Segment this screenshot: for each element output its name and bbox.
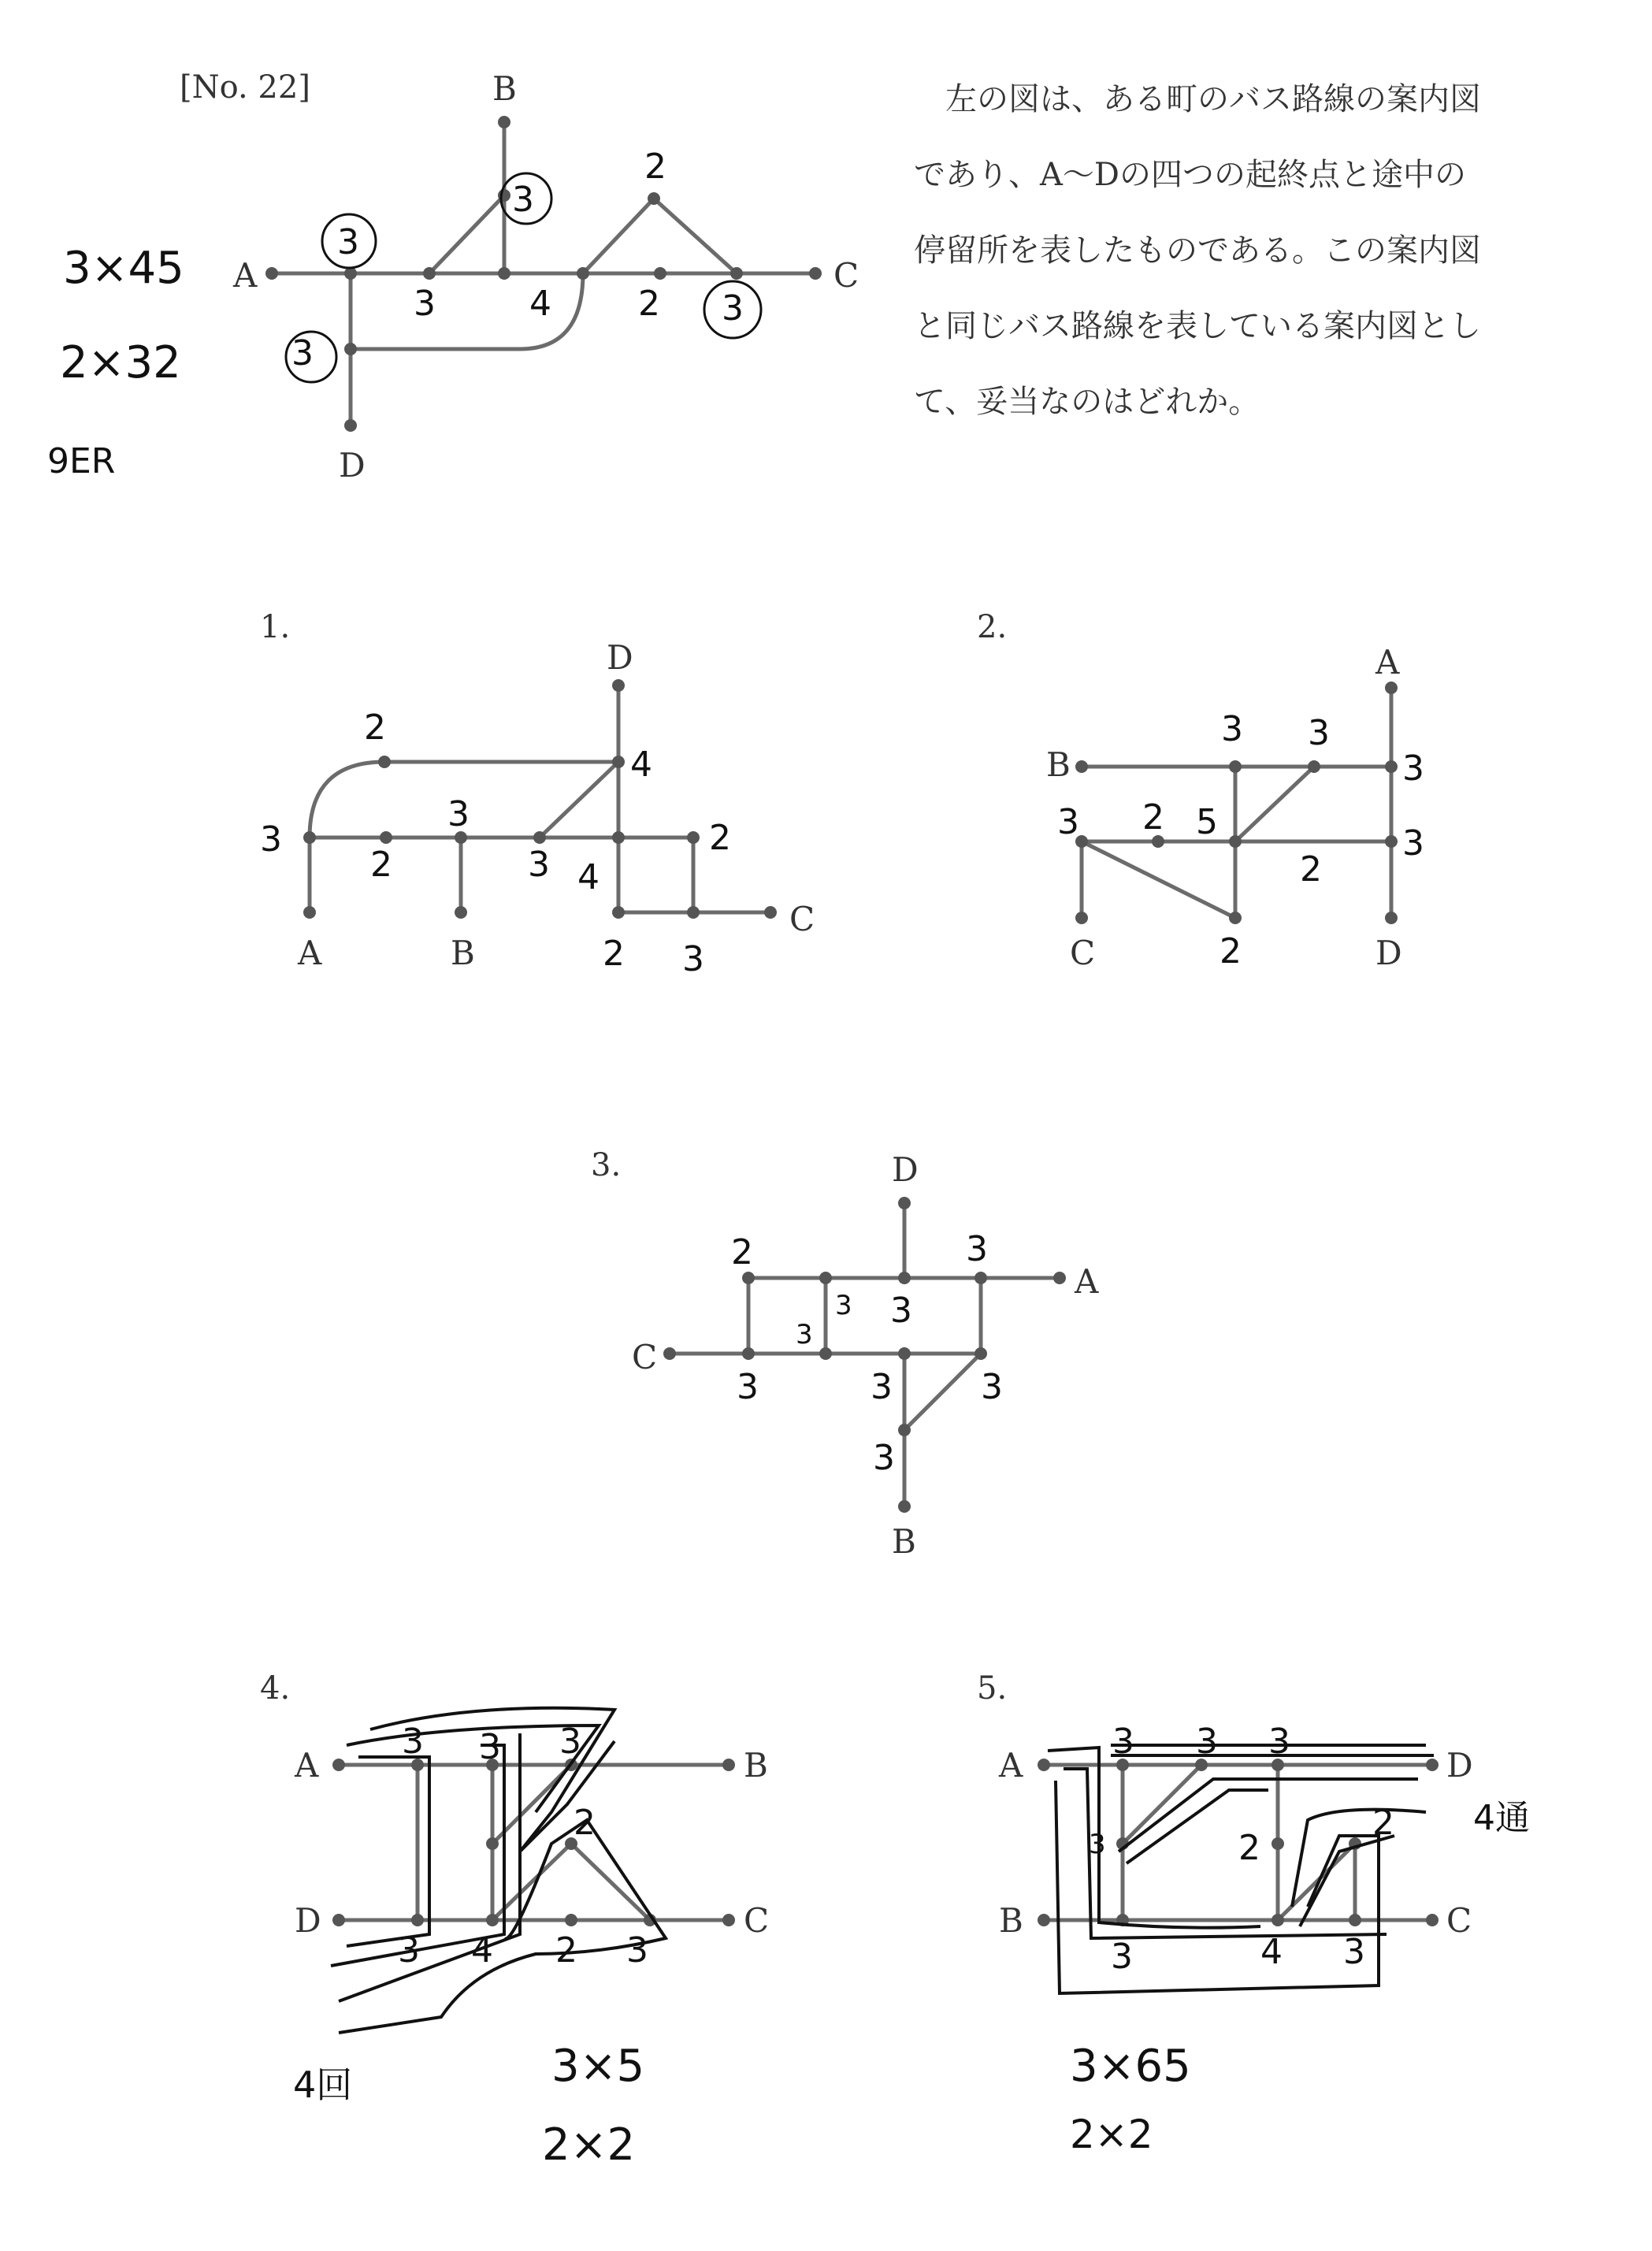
option-2-note: 2 bbox=[1142, 797, 1164, 838]
option-5-note: 3 bbox=[1196, 1722, 1218, 1762]
question-line: と同じバス路線を表している案内図とし bbox=[914, 308, 1481, 344]
option-4-note-below: 3×5 bbox=[551, 2041, 645, 2092]
option-2-label-a: A bbox=[1375, 643, 1400, 682]
option-1-note: 3 bbox=[682, 939, 704, 979]
option-3-note: 3 bbox=[890, 1291, 912, 1331]
option-4-note: 3 bbox=[479, 1727, 501, 1767]
option-3-label-c: C bbox=[632, 1338, 658, 1376]
option-4-note-below: 4回 bbox=[293, 2063, 353, 2106]
option-4-note-below: 2×2 bbox=[542, 2119, 636, 2171]
main-note: 3 bbox=[291, 333, 314, 373]
option-4-label-c: C bbox=[744, 1901, 770, 1940]
option-5-note: 4 bbox=[1260, 1932, 1283, 1972]
option-3-label-b: B bbox=[892, 1522, 916, 1561]
option-2-note: 2 bbox=[1220, 931, 1242, 971]
option-5-number[interactable]: 5. bbox=[977, 1670, 1008, 1707]
margin-note: 3×45 bbox=[63, 243, 184, 294]
main-label-b: B bbox=[492, 69, 517, 108]
option-5-note: 2 bbox=[1372, 1803, 1394, 1843]
option-2-note: 3 bbox=[1221, 709, 1243, 749]
option-1-note: 2 bbox=[370, 845, 392, 885]
option-5-label-a: A bbox=[999, 1746, 1023, 1785]
option-4-note: 4 bbox=[471, 1930, 493, 1971]
margin-note: 2×32 bbox=[60, 337, 181, 388]
question-line: であり、A～Dの四つの起終点と途中の bbox=[914, 157, 1466, 193]
option-3-note: 3 bbox=[981, 1367, 1003, 1407]
option-3-note: 2 bbox=[731, 1232, 753, 1272]
option-1-note: 2 bbox=[364, 708, 386, 748]
option-3-note: 3 bbox=[835, 1290, 852, 1321]
main-label-d: D bbox=[339, 446, 366, 485]
option-4-label-b: B bbox=[744, 1746, 768, 1785]
option-4-label-a: A bbox=[295, 1746, 319, 1785]
option-3-note: 3 bbox=[966, 1229, 988, 1269]
option-5-note: 2 bbox=[1238, 1828, 1260, 1868]
option-5-note: 3 bbox=[1343, 1932, 1365, 1972]
option-1-label-d: D bbox=[607, 638, 633, 677]
option-1-label-c: C bbox=[789, 900, 815, 938]
option-4-note: 2 bbox=[555, 1930, 577, 1971]
main-note: 4 bbox=[529, 284, 551, 324]
option-1-note: 3 bbox=[528, 845, 550, 885]
option-2-note: 3 bbox=[1402, 823, 1424, 864]
option-1-note: 2 bbox=[603, 934, 625, 974]
option-2-note: 5 bbox=[1196, 802, 1218, 842]
option-5-note: 3 bbox=[1268, 1722, 1290, 1762]
option-1-note: 2 bbox=[709, 818, 731, 858]
main-note: 3 bbox=[337, 222, 359, 262]
option-5-note-below: 2×2 bbox=[1070, 2112, 1153, 2157]
question-line: 左の図は、ある町のバス路線の案内図 bbox=[914, 81, 1481, 117]
option-1-note: 3 bbox=[260, 819, 282, 860]
option-3-note: 3 bbox=[796, 1319, 813, 1350]
option-4-note: 3 bbox=[402, 1722, 424, 1762]
option-3-note: 3 bbox=[737, 1367, 759, 1407]
question-line: 停留所を表したものである。この案内図 bbox=[914, 232, 1481, 269]
option-1-number[interactable]: 1. bbox=[260, 609, 291, 645]
option-1-label-b: B bbox=[451, 934, 475, 972]
option-5-label-b: B bbox=[999, 1901, 1023, 1940]
option-3-note: 3 bbox=[873, 1438, 895, 1478]
option-4-label-d: D bbox=[295, 1901, 321, 1940]
option-3-label-a: A bbox=[1075, 1262, 1099, 1301]
option-4-note: 2 bbox=[574, 1803, 596, 1843]
option-2-label-d: D bbox=[1375, 934, 1402, 972]
main-note: 3 bbox=[414, 284, 436, 324]
option-2-note: 3 bbox=[1057, 802, 1079, 842]
option-2-note: 3 bbox=[1402, 748, 1424, 789]
main-note: 3 bbox=[512, 180, 534, 220]
main-label-c: C bbox=[833, 256, 859, 295]
option-3-label-d: D bbox=[892, 1150, 919, 1189]
option-1-note: 3 bbox=[447, 794, 470, 834]
option-1-note: 4 bbox=[577, 857, 600, 897]
option-5-note-below: 3×65 bbox=[1070, 2041, 1191, 2092]
main-note: 2 bbox=[638, 284, 660, 324]
option-3-note: 3 bbox=[871, 1367, 893, 1407]
option-5-note: 3 bbox=[1089, 1829, 1106, 1860]
option-4-number[interactable]: 4. bbox=[260, 1670, 291, 1707]
option-2-note: 3 bbox=[1308, 713, 1330, 753]
option-2-number[interactable]: 2. bbox=[977, 609, 1008, 645]
option-1-note: 4 bbox=[630, 745, 652, 785]
main-note: 2 bbox=[644, 147, 666, 187]
option-3-number[interactable]: 3. bbox=[591, 1147, 622, 1183]
margin-note: 9ER bbox=[47, 441, 116, 481]
option-4-note: 3 bbox=[559, 1722, 581, 1762]
main-label-a: A bbox=[233, 256, 258, 295]
main-note: 3 bbox=[722, 288, 744, 329]
option-2-note: 2 bbox=[1300, 849, 1322, 890]
option-5-note: 4通 bbox=[1473, 1798, 1530, 1838]
option-4-note: 3 bbox=[398, 1930, 420, 1971]
option-1-label-a: A bbox=[298, 934, 322, 972]
option-2-label-b: B bbox=[1046, 745, 1071, 784]
option-2-label-c: C bbox=[1070, 934, 1096, 972]
option-5-note: 3 bbox=[1111, 1937, 1133, 1977]
option-4-note: 3 bbox=[626, 1930, 648, 1971]
option-5-label-d: D bbox=[1446, 1746, 1473, 1785]
question-line: て、妥当なのはどれか。 bbox=[914, 384, 1260, 420]
question-number: [No. 22] bbox=[180, 69, 310, 106]
option-5-label-c: C bbox=[1446, 1901, 1472, 1940]
option-5-note: 3 bbox=[1112, 1722, 1134, 1762]
